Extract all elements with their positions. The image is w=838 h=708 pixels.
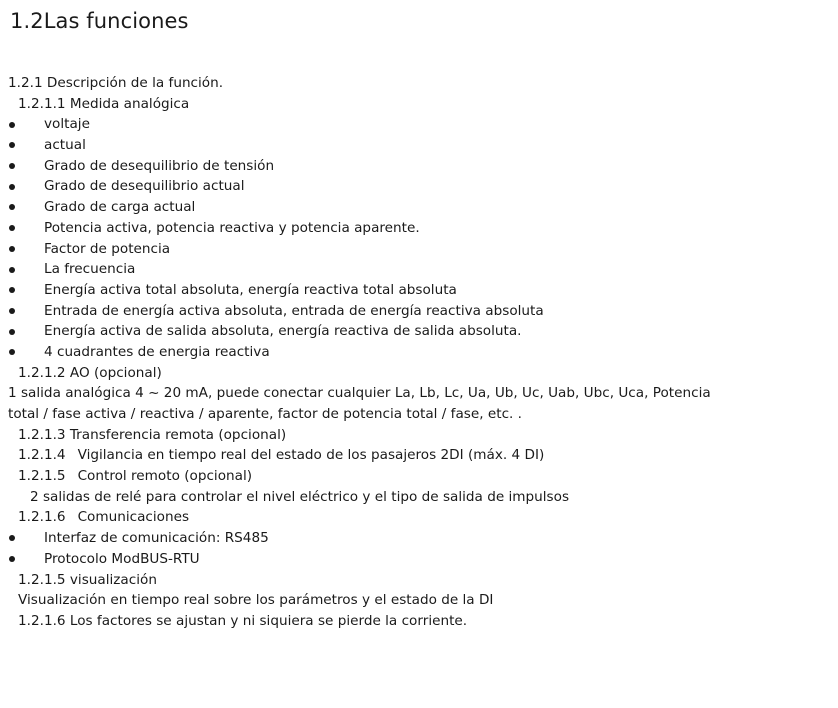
bullet-text: actual <box>44 137 86 154</box>
subsection-text: Control remoto (opcional) <box>77 468 253 485</box>
document-body <box>8 73 834 632</box>
bullet-item <box>8 321 834 342</box>
bullet-item <box>8 280 834 301</box>
subsection-text: Comunicaciones <box>77 509 190 526</box>
bullet-text: 4 cuadrantes de energia reactiva <box>44 343 270 360</box>
subsection-number: 1.2.1.5 <box>18 468 66 485</box>
bullet-dot-icon <box>9 556 15 562</box>
subsection-text: Vigilancia en tiempo real del estado de los pasajeros 2DI (máx. 4 DI) <box>77 447 545 464</box>
bullet-item <box>8 135 834 156</box>
bullet-text: Grado de desequilibrio actual <box>44 178 245 195</box>
paragraph-line: 1.2.1 Descripción de la función. <box>8 75 224 91</box>
bullet-text: Grado de desequilibrio de tensión <box>44 157 275 174</box>
bullet-item <box>8 259 834 280</box>
bullet-dot-icon <box>9 142 15 148</box>
bullet-item <box>8 342 834 363</box>
bullet-item <box>8 528 834 549</box>
subsection-line: 1.2.1.6 Los factores se ajustan y ni siquiera se pierde la corriente. <box>18 612 468 629</box>
paragraph-line: 1 salida analógica 4 ~ 20 mA, puede conectar cualquier La, Lb, Lc, Ua, Ub, Uc, Uab, Ubc, Uca, Potencia <box>8 385 711 402</box>
bullet-text: La frecuencia <box>44 261 136 278</box>
subsection-line: 1.2.1.1 Medida analógica <box>18 95 190 112</box>
bullet-dot-icon <box>9 287 15 293</box>
bullet-text: Energía activa total absoluta, energía reactiva total absoluta <box>44 281 457 298</box>
bullet-item <box>8 301 834 322</box>
subsection-heading <box>8 466 834 487</box>
bullet-text: Interfaz de comunicación: RS485 <box>44 530 269 547</box>
bullet-text: Grado de carga actual <box>44 199 196 216</box>
subsection-line: 2 salidas de relé para controlar el nivel eléctrico y el tipo de salida de impulsos <box>30 488 570 505</box>
subsection-line: Visualización en tiempo real sobre los parámetros y el estado de la DI <box>18 592 494 609</box>
bullet-item <box>8 176 834 197</box>
bullet-dot-icon <box>9 267 15 273</box>
bullet-text: Factor de potencia <box>44 240 171 257</box>
subsection-number: 1.2.1.6 <box>18 509 66 526</box>
bullet-dot-icon <box>9 122 15 128</box>
bullet-text: Entrada de energía activa absoluta, entrada de energía reactiva absoluta <box>44 302 544 319</box>
bullet-item <box>8 197 834 218</box>
bullet-item <box>8 549 834 570</box>
subsection-number: 1.2.1.4 <box>18 447 66 464</box>
bullet-dot-icon <box>9 246 15 252</box>
paragraph-line: total / fase activa / reactiva / aparente, factor de potencia total / fase, etc. . <box>8 406 523 422</box>
bullet-item <box>8 218 834 239</box>
subsection-heading <box>8 507 834 528</box>
bullet-text: Energía activa de salida absoluta, energía reactiva de salida absoluta. <box>44 323 522 340</box>
subsection-heading <box>8 445 834 466</box>
bullet-text: Potencia activa, potencia reactiva y potencia aparente. <box>44 219 420 236</box>
bullet-dot-icon <box>9 308 15 314</box>
bullet-text: voltaje <box>44 116 90 133</box>
bullet-text: Protocolo ModBUS-RTU <box>44 550 200 567</box>
bullet-dot-icon <box>9 329 15 335</box>
bullet-dot-icon <box>9 184 15 190</box>
bullet-item <box>8 239 834 260</box>
section-title: 1.2Las funciones <box>10 9 189 33</box>
bullet-dot-icon <box>9 535 15 541</box>
subsection-line: 1.2.1.3 Transferencia remota (opcional) <box>18 426 287 443</box>
bullet-dot-icon <box>9 225 15 231</box>
bullet-dot-icon <box>9 349 15 355</box>
bullet-item <box>8 114 834 135</box>
subsection-line: 1.2.1.5 visualización <box>18 571 157 588</box>
bullet-item <box>8 156 834 177</box>
subsection-line: 1.2.1.2 AO (opcional) <box>18 364 162 381</box>
bullet-dot-icon <box>9 163 15 169</box>
bullet-dot-icon <box>9 204 15 210</box>
